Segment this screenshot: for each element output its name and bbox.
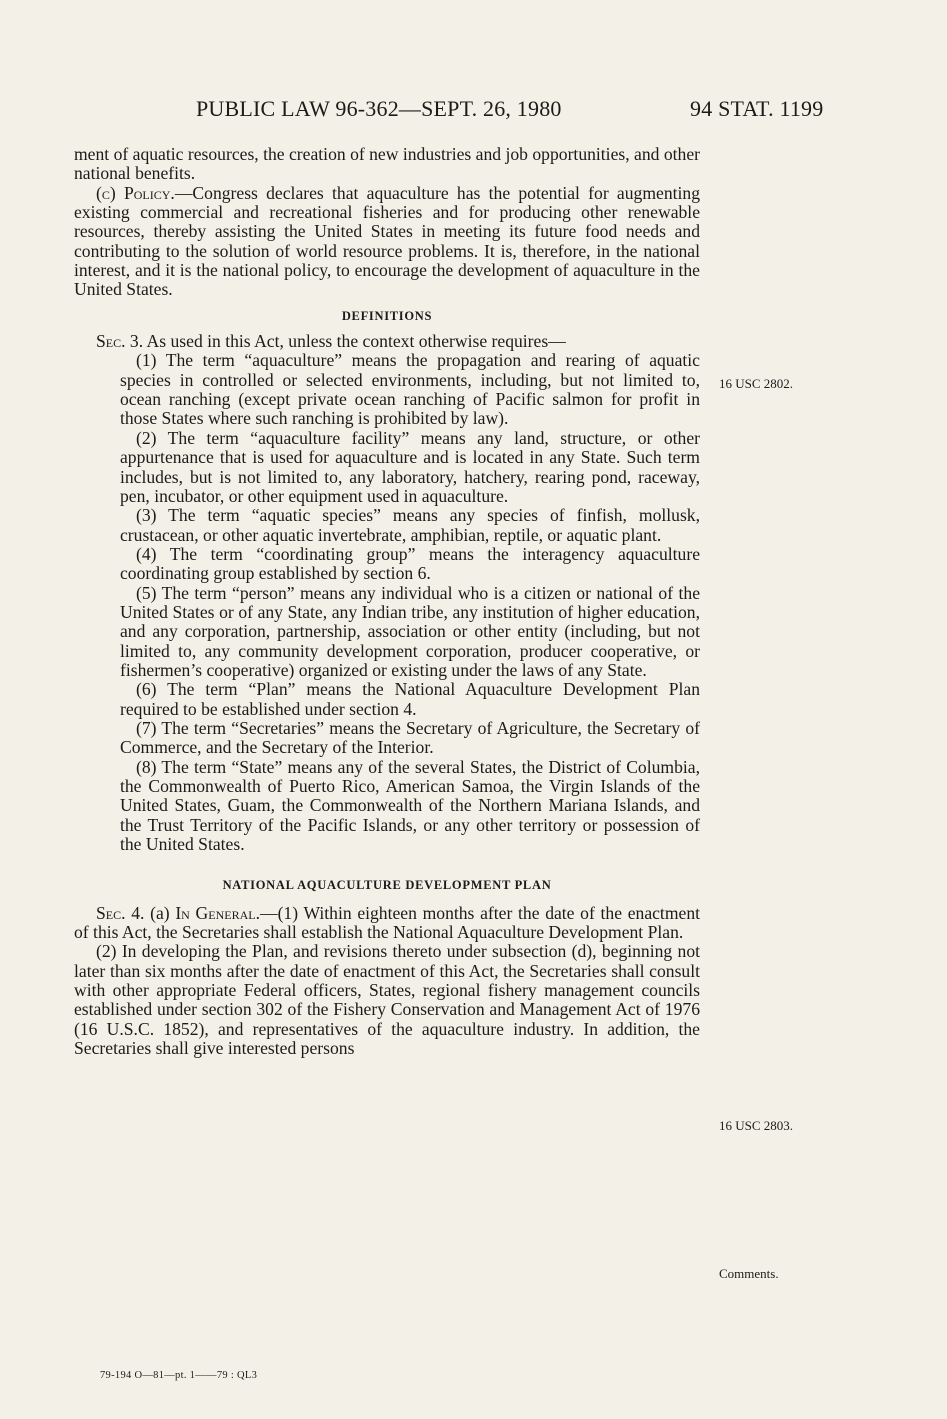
definition-item: (6) The term “Plan” means the National Aquaculture Development Plan required to be established under section 4. <box>120 679 700 719</box>
sec4-paragraph-2: (2) In developing the Plan, and revisions thereto under subsection (d), beginning not later than six months after the date of enactment of this Act, the Secretaries shall consult with other appropriate Federal officers, States, regional fishery management councils established under section 302 of the Fishery Conservation and Management Act of 1976 (16 U.S.C. 1852), and representatives of the aquaculture industry. In addition, the Secretaries shall give interested persons <box>74 941 700 1059</box>
section-heading-plan: NATIONAL AQUACULTURE DEVELOPMENT PLAN <box>222 878 552 893</box>
page-header <box>0 96 947 136</box>
definition-item: (2) The term “aquaculture facility” means any land, structure, or other appurtenance that is used for aquaculture and is located in any State. Such term includes, but is not limited to, any laboratory, hatchery, rearing pond, raceway, pen, incubator, or other equipment used in aquaculture. <box>120 427 700 506</box>
definition-item: (3) The term “aquatic species” means any species of finfish, mollusk, crustacean, or other aquatic invertebrate, amphibian, reptile, or aquatic plant. <box>120 505 700 545</box>
sec4-mid: 4. (a) <box>125 902 176 923</box>
margin-note-comments: Comments. <box>719 1266 779 1281</box>
body-text <box>74 145 700 1058</box>
section-heading-definitions: DEFINITIONS <box>341 308 433 323</box>
sec4-label: Sec. <box>96 902 126 923</box>
sec4-general-label: In General. <box>175 902 260 923</box>
definition-item: (1) The term “aquaculture” means the propagation and rearing of aquatic species in controlled or selected environments, including, but not limited to, ocean ranching (except private ocean ranching of Pacific salmon for profit in those States where such ranching is prohibited by law). <box>120 350 700 429</box>
margin-note-usc-2803: 16 USC 2803. <box>719 1118 794 1133</box>
paragraph-policy <box>74 184 700 300</box>
sec4-text: —(1) Within eighteen months after the date of the enactment of this Act, the Secretaries shall establish the National Aquaculture Development Plan. <box>74 902 701 943</box>
sec3-text: 3. As used in this Act, unless the context otherwise requires— <box>125 331 566 352</box>
policy-text: —Congress declares that aquaculture has the potential for augmenting existing commercial and recreational fisheries and for producing other renewable resources, thereby assisting the United States in meeting its future food needs and contributing to the solution of world resource problems. It is, therefore, in the national interest, and it is the national policy, to encourage the development of aquaculture in the United States. <box>74 182 700 300</box>
sec3-intro <box>74 332 700 351</box>
definition-item: (4) The term “coordinating group” means the interagency aquaculture coordinating group established by section 6. <box>120 543 700 584</box>
printer-footer: 79-194 O—81—pt. 1——79 : QL3 <box>100 1370 258 1381</box>
sec3-label: Sec. <box>96 331 126 352</box>
definition-item: (8) The term “State” means any of the several States, the District of Columbia, the Commonwealth of Puerto Rico, American Samoa, the Virgin Islands of the United States, Guam, the Commonwealth of the Northern Mariana Islands, and the Trust Territory of the Pacific Islands, or any other territory or possession of the United States. <box>120 756 700 855</box>
paragraph-continuation: ment of aquatic resources, the creation of new industries and job opportunities, and other national benefits. <box>74 144 700 184</box>
header-stat-page: 94 STAT. 1199 <box>690 96 824 121</box>
margin-note-usc-2802: 16 USC 2802. <box>719 376 794 391</box>
policy-label: (c) Policy. <box>96 182 175 203</box>
header-title: PUBLIC LAW 96-362—SEPT. 26, 1980 <box>196 96 562 121</box>
definition-item: (5) The term “person” means any individual who is a citizen or national of the United States or of any State, any Indian tribe, any institution of higher education, and any corporation, partnership, association or other entity (including, but not limited to, any community development corporation, producer cooperative, or fishermen’s cooperative) organized or existing under the laws of any State. <box>120 582 700 680</box>
sec4-paragraph-1 <box>74 904 700 943</box>
definition-item: (7) The term “Secretaries” means the Secretary of Agriculture, the Secretary of Commerce, and the Secretary of the Interior. <box>120 717 700 758</box>
